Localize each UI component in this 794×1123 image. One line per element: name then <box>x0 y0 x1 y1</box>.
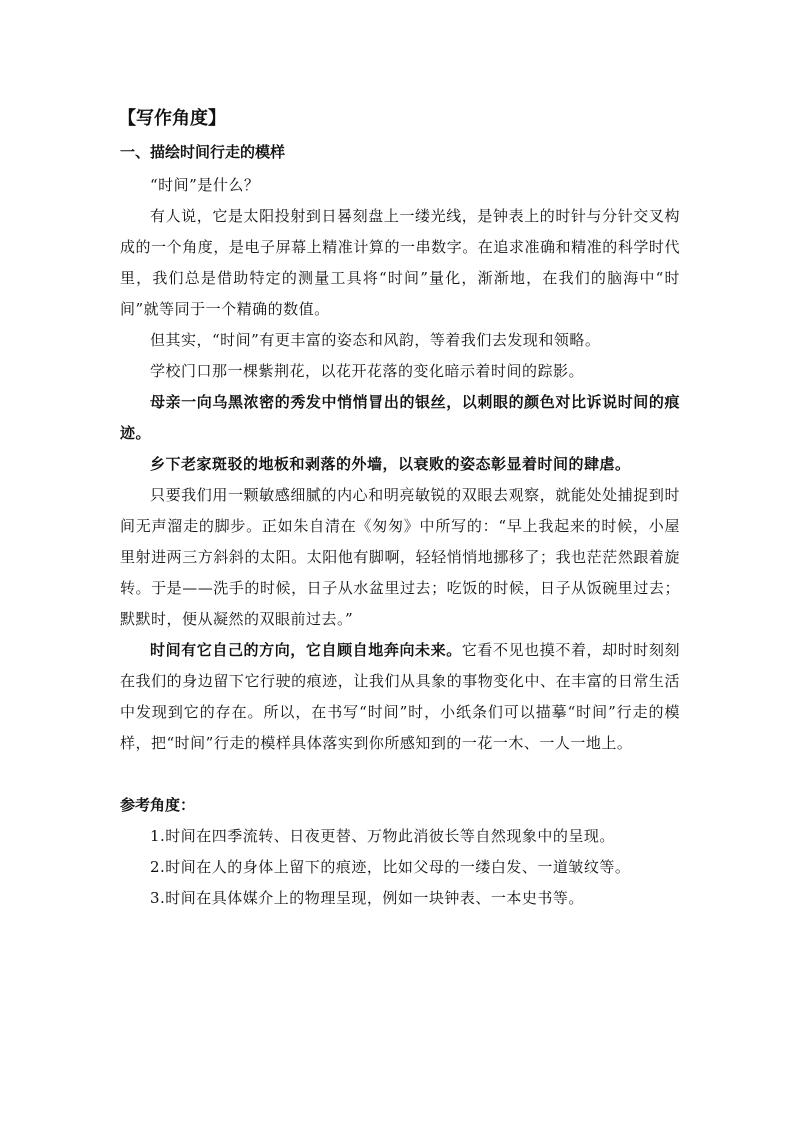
paragraph-redbud: 学校门口那一棵紫荆花，以花开花落的变化暗示着时间的踪影。 <box>150 362 585 380</box>
paragraph-direction <box>120 635 680 759</box>
reference-item: 3.时间在具体媒介上的物理呈现，例如一块钟表、一本史书等。 <box>150 889 584 907</box>
paragraph-definition: 有人说，它是太阳投射到日晷刻盘上一缕光线，是钟表上的时针与分针交叉构成的一个角度，是电子屏幕上精准计算的一串数字。在追求准确和精准的科学时代里，我们总是借助特定的测量工具将“时间”量化，渐渐地，在我们的脑海中“时间”就等同于一个精确的数值。 <box>120 207 680 318</box>
reference-item: 2.时间在人的身体上留下的痕迹，比如父母的一缕白发、一道皱纹等。 <box>150 858 631 876</box>
paragraph-hometown-text: 乡下老家斑驳的地板和剥落的外墙，以衰败的姿态彰显着时间的肆虐。 <box>150 455 631 473</box>
reference-heading: 参考角度： <box>120 796 196 814</box>
paragraph-observe: 只要我们用一颗敏感细腻的内心和明亮敏锐的双眼去观察，就能处处捕捉到时间无声溜走的脚步。正如朱自清在《匆匆》中所写的：“早上我起来的时候，小屋里射进两三方斜斜的太阳。太阳他有脚啊，轻轻悄悄地挪移了；我也茫茫然跟着旋转。于是——洗手的时候，日子从水盆里过去；吃饭的时候，日子从饭碗里过去；默默时，便从凝然的双眼前过去。” <box>120 486 680 628</box>
paragraph-mother-text: 母亲一向乌黑浓密的秀发中悄悄冒出的银丝，以刺眼的颜色对比诉说时间的痕迹。 <box>120 393 680 442</box>
document-title: 【写作角度】 <box>118 108 226 129</box>
spacer <box>120 759 680 790</box>
document-page <box>120 104 680 914</box>
paragraph-direction-rest: 它看不见也摸不着，却时时刻刻在我们的身边留下它行驶的痕迹，让我们从具象的事物变化中、在丰富的日常生活中发现到它的存在。所以，在书写“时间”时，小纸条们可以描摹“时间”行走的模样，把“时间”行走的模样具体落实到你所感知到的一花一木、一人一地上。 <box>120 641 680 752</box>
paragraph-hometown <box>120 449 680 480</box>
section-heading: 一、描绘时间行走的模样 <box>120 143 286 161</box>
reference-item: 1.时间在四季流转、日夜更替、万物此消彼长等自然现象中的呈现。 <box>150 827 615 845</box>
paragraph-direction-bold: 时间有它自己的方向，它自顾自地奔向未来。 <box>150 641 462 659</box>
paragraph-but: 但其实，“时间”有更丰富的姿态和风韵，等着我们去发现和领略。 <box>150 331 601 349</box>
paragraph-question: “时间”是什么？ <box>150 176 260 194</box>
paragraph-mother <box>120 387 680 449</box>
